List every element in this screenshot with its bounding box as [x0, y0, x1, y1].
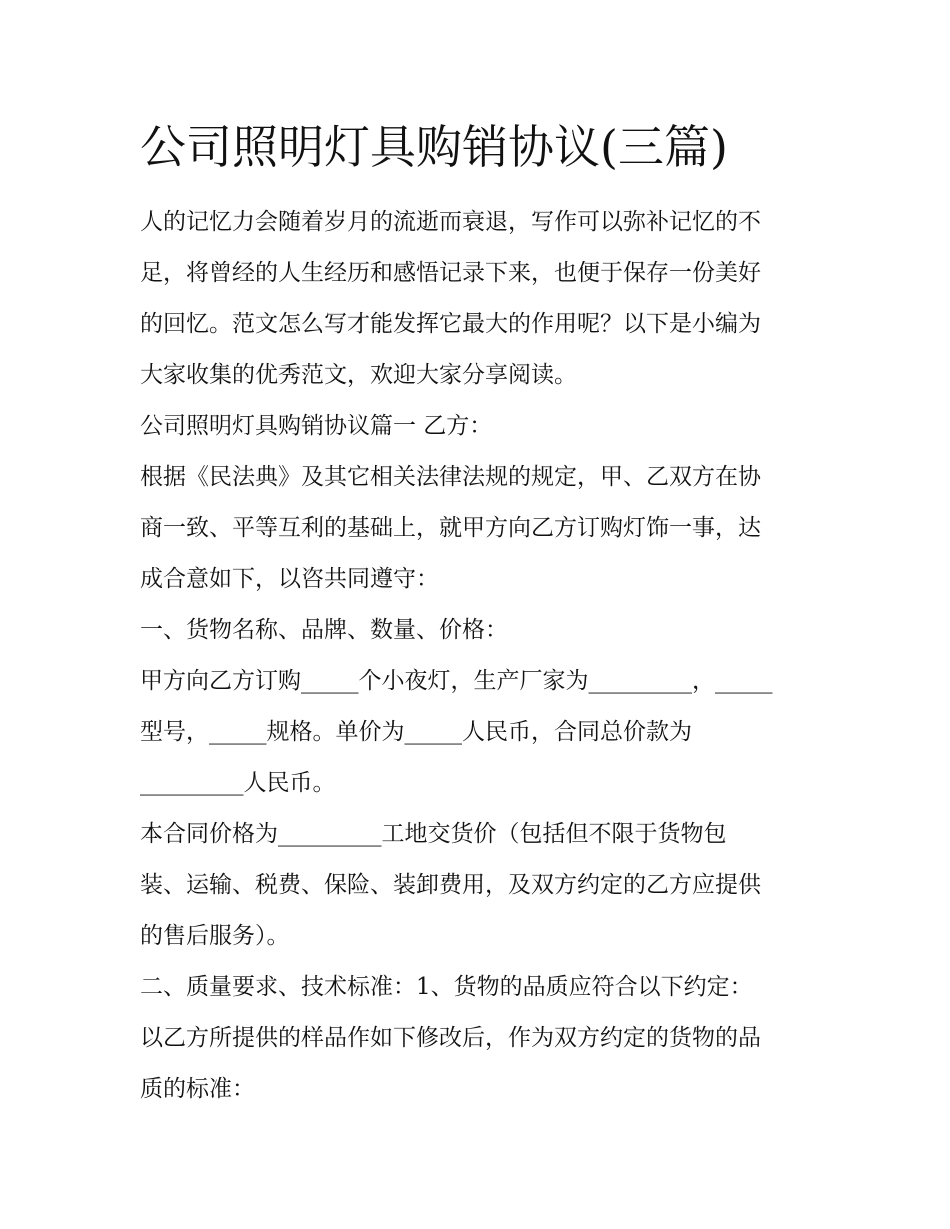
body-line: 甲方向乙方订购_____个小夜灯，生产厂家为_________，_____: [140, 668, 773, 694]
body-line: 型号，_____规格。单价为_____人民币，合同总价款为: [140, 719, 692, 745]
section-heading: 公司照明灯具购销协议篇一 乙方：: [140, 413, 493, 439]
body-line: 商一致、平等互利的基础上，就甲方向乙方订购灯饰一事，达: [140, 515, 761, 541]
body-line: 质的标准：: [140, 1076, 255, 1102]
body-line: 装、运输、税费、保险、装卸费用，及双方约定的乙方应提供: [140, 872, 761, 898]
document-title: 公司照明灯具购销协议(三篇): [140, 120, 728, 174]
body-line: 根据《民法典》及其它相关法律法规的规定，甲、乙双方在协: [140, 464, 761, 490]
clause-heading: 一、货物名称、品牌、数量、价格：: [140, 617, 508, 643]
body-line: 人的记忆力会随着岁月的流逝而衰退，写作可以弥补记忆的不: [140, 209, 761, 235]
body-line: 足，将曾经的人生经历和感悟记录下来，也便于保存一份美好: [140, 260, 761, 286]
body-line: 的回忆。范文怎么写才能发挥它最大的作用呢？以下是小编为: [140, 311, 761, 337]
body-line: 的售后服务）。: [140, 923, 290, 949]
body-line: 本合同价格为_________工地交货价（包括但不限于货物包: [140, 821, 727, 847]
clause-heading: 二、质量要求、技术标准：1、货物的品质应符合以下约定：: [140, 974, 753, 1000]
body-line: 以乙方所提供的样品作如下修改后，作为双方约定的货物的品: [140, 1025, 761, 1051]
body-line: _________人民币。: [140, 770, 336, 796]
body-line: 成合意如下，以咨共同遵守：: [140, 566, 439, 592]
body-line: 大家收集的优秀范文，欢迎大家分享阅读。: [140, 362, 577, 388]
